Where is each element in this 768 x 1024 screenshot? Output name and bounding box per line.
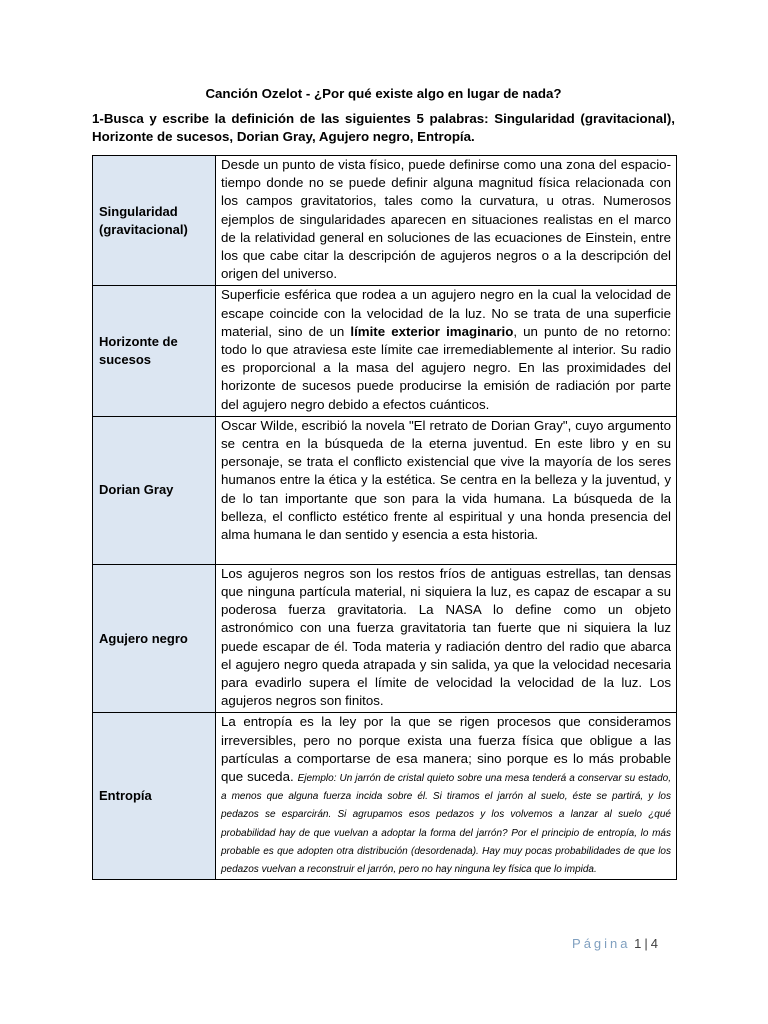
definition-cell [216, 713, 677, 880]
table-row [93, 713, 677, 880]
definition-text: Los agujeros negros son los restos fríos de antiguas estrellas, tan densas que ninguna partícula material, ni siquiera la luz, es capaz de escapar a su poderosa fuerza gravitatoria. La NASA lo define como un objeto astronómico con una fuerza gravitatoria tan fuerte que ni siquiera la luz puede escapar de él. Toda materia y radiación dentro del radio que abarca el agujero negro queda atrapada y sin salida, ya que la velocidad necesaria para evadirlo supera el límite de velocidad la velocidad de la luz. Los agujeros negros son finitos. [221, 565, 671, 709]
definition-text: Desde un punto de vista físico, puede definirse como una zona del espacio-tiempo donde no se puede definir alguna magnitud física relacionada con los campos gravitatorios, tales como la curvatura, u otras. Numerosos ejemplos de singularidades aparecen en situaciones realistas en el marco de la relatividad general en soluciones de las ecuaciones de Einstein, entre los que cabe citar la descripción de agujeros negros o a la descripción del origen del universo. [221, 157, 671, 282]
table-row [93, 156, 677, 286]
definition-text: Oscar Wilde, escribió la novela "El retrato de Dorian Gray", cuyo argumento se centra en la búsqueda de la eterna juventud. En este libro y en su personaje, se trata el conflicto existencial que vive la mayoría de los seres humanos entre la ética y la estética. Se centra en la belleza y la juventud, y de lo tan importante que son para la vida humana. La búsqueda de la belleza, el conflicto estético frente al espiritual y una honda presencia del alma humana le dan sentido y esencia a esta historia. [221, 417, 671, 543]
page-separator: | [644, 936, 648, 951]
definition-text-part: Superficie esférica que rodea a un agujero negro en la cual la velocidad de escape coincide con la velocidad de la luz. No se trata de una superficie material, sino de un [221, 287, 671, 339]
instruction-text: 1-Busca y escribe la definición de las siguientes 5 palabras: Singularidad (gravitacional), Horizonte de sucesos, Dorian Gray, Agujero negro, Entropía. [92, 111, 675, 144]
example-text: Ejemplo: Un jarrón de cristal quieto sobre una mesa tenderá a conservar su estado, a menos que alguna fuerza incida sobre él. Si tiramos el jarrón al suelo, éste se partirá, y los pedazos se esparcirán. Si agrupamos esos pedazos y los volvemos a lanzar al suelo ¿qué probabilidad hay de que vuelvan a adoptar la forma del jarrón? Por el principio de entropía, lo más probable es que adopten otra distribución (desordenada). Hay muy pocas probabilidades de que los pedazos vuelvan a reconstruir el jarrón, pero no hay ninguna ley física que lo impida. [221, 773, 672, 876]
definition-text [221, 713, 671, 877]
definition-text [221, 286, 671, 413]
definition-cell [216, 564, 677, 713]
term-cell: Agujero negro [93, 564, 216, 713]
definition-text-part: , un punto de no retorno: todo lo que atraviesa este límite cae irremediablemente al interior. Su radio es proporcional a la masa del agujero negro. En las proximidades del horizonte de sucesos puede producirse la emisión de radiación por parte del agujero negro debido a efectos cuánticos. [221, 323, 671, 412]
definitions-table [92, 155, 677, 880]
definition-cell [216, 156, 677, 286]
page-number: 1 [634, 936, 642, 951]
table-row [93, 564, 677, 713]
term-cell: Dorian Gray [93, 416, 216, 564]
definition-cell [216, 416, 677, 564]
table-row [93, 416, 677, 564]
term-cell: Entropía [93, 713, 216, 880]
table-row [93, 286, 677, 416]
page-footer [572, 936, 658, 951]
page-total: 4 [650, 936, 658, 951]
term-cell: Singularidad (gravitacional) [93, 156, 216, 286]
definition-cell [216, 286, 677, 416]
definition-text-part: La entropía es la ley por la que se rigen procesos que consideramos irreversibles, pero no porque exista una fuerza física que obligue a las partículas a comportarse de esa manera; sino porque es lo más probable que suceda. [221, 714, 671, 785]
document-title: Canción Ozelot - ¿Por qué existe algo en lugar de nada? [205, 86, 562, 101]
term-cell: Horizonte de sucesos [93, 286, 216, 416]
definition-bold-text: límite exterior imaginario [350, 323, 514, 339]
page-label: Página [572, 936, 631, 951]
